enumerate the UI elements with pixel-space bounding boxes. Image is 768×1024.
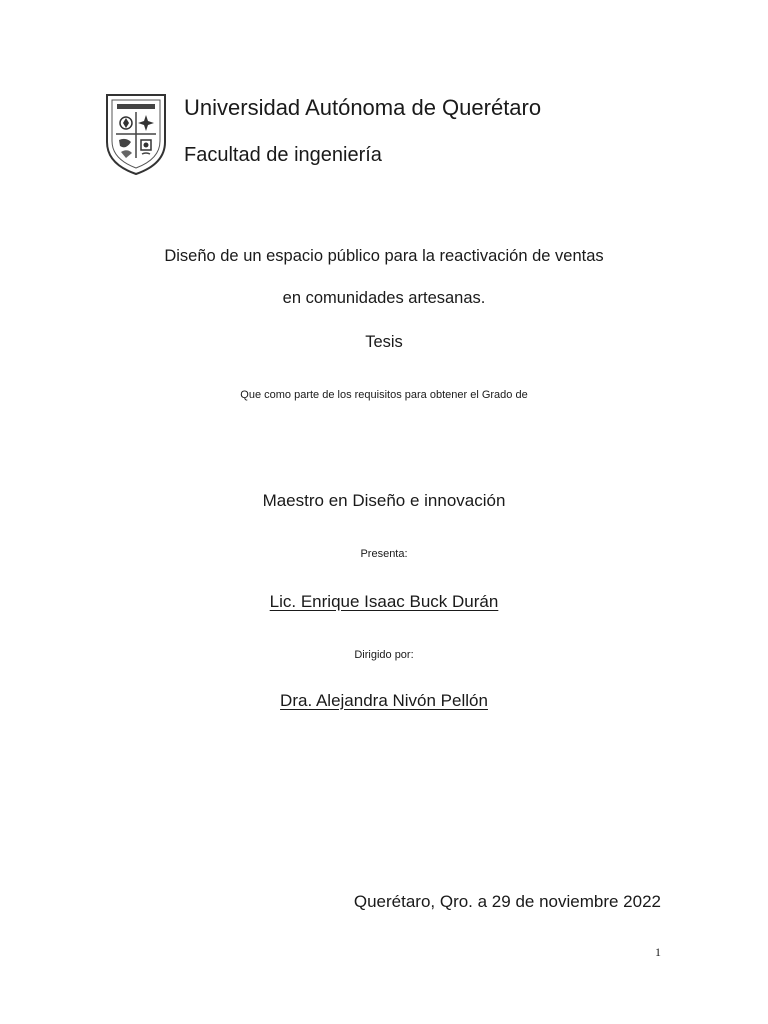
- author-name: Lic. Enrique Isaac Buck Durán: [269, 592, 499, 611]
- director-name: Dra. Alejandra Nivón Pellón: [280, 691, 488, 710]
- directed-by-label: Dirigido por:: [354, 649, 414, 661]
- degree-name: Maestro en Diseño e innovación: [262, 491, 506, 510]
- thesis-title-line-2: en comunidades artesanas.: [282, 289, 486, 307]
- institution-name: Universidad Autónoma de Querétaro: [184, 95, 542, 120]
- place-and-date: Querétaro, Qro. a 29 de noviembre 2022: [353, 892, 661, 911]
- thesis-title-line-1: Diseño de un espacio público para la reactivación de ventas: [164, 247, 604, 265]
- university-seal-icon: [104, 92, 168, 176]
- document-type: Tesis: [365, 333, 403, 351]
- page-number: 1: [655, 945, 661, 959]
- faculty-name: Facultad de ingeniería: [184, 144, 382, 166]
- presents-label: Presenta:: [360, 548, 408, 560]
- degree-requirement-text: Que como parte de los requisitos para obtener el Grado de: [240, 389, 528, 401]
